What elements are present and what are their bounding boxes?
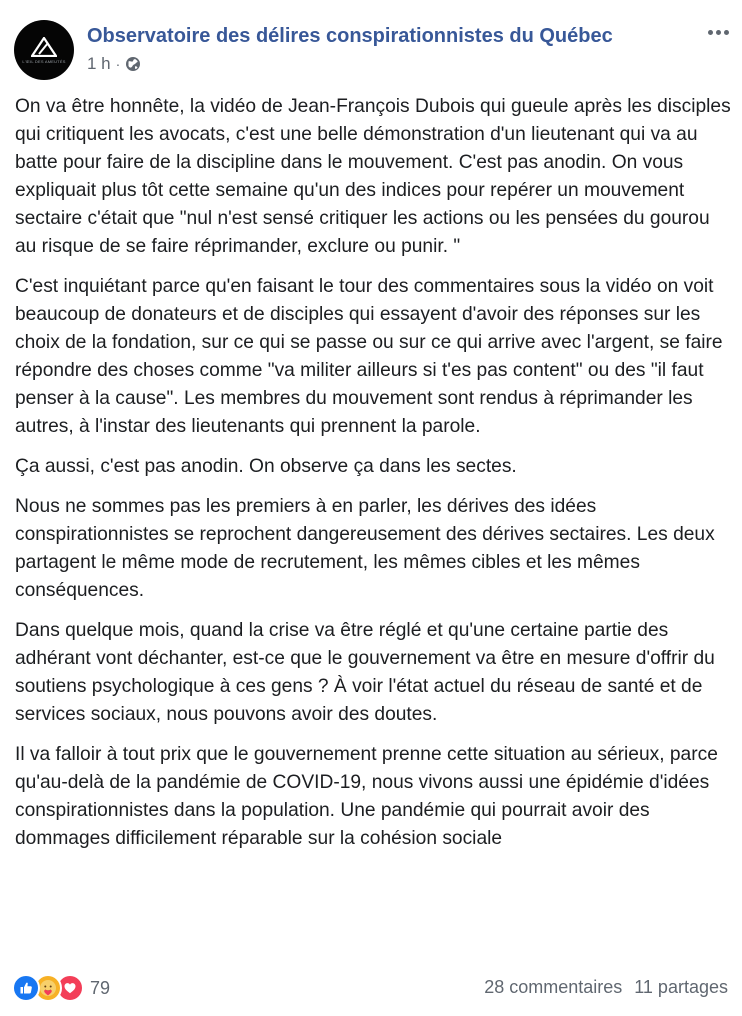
shares-link[interactable]: 11 partages xyxy=(634,977,728,997)
avatar-caption: L'ŒIL DES AMEUTÉS xyxy=(22,58,66,64)
more-dot xyxy=(724,30,729,35)
more-dot xyxy=(716,30,721,35)
comments-link[interactable]: 28 commentaires xyxy=(484,977,623,997)
like-icon xyxy=(12,974,40,1002)
page-avatar[interactable] xyxy=(14,20,74,80)
reaction-count: 79 xyxy=(90,977,111,998)
more-options-button[interactable] xyxy=(702,20,734,44)
post-paragraph: C'est inquiétant parce qu'en faisant le tour des commentaires sous la vidéo on voit beaucoup de donateurs et de disciples qui essayent d'avoir des réponses sur les choix de la fondation, sur ce qui se passe ou sur ce qui arrive avec l'argent, se faire répondre des choses comme "va militer ailleurs si t'es pas content" ou des "il faut penser à la cause". Les membres du mouvement sont rendus à réprimander les autres, à l'instar des lieutenants qui prennent la parole. xyxy=(15,276,723,437)
meta-separator: · xyxy=(115,56,121,72)
reactions-summary[interactable] xyxy=(12,974,110,1002)
more-dot xyxy=(708,30,713,35)
post-body xyxy=(15,93,735,865)
post-paragraph: Il va falloir à tout prix que le gouvernement prenne cette situation au sérieux, parce qu'au-delà de la pandémie de COVID-19, nous vivons aussi une épidémie d'idées conspirationnistes dans la population. Une pandémie qui pourrait avoir des dommages difficilement réparable sur la cohésion sociale xyxy=(15,744,718,849)
post-timestamp[interactable]: 1 h xyxy=(87,54,111,73)
post-paragraph: On va être honnête, la vidéo de Jean-François Dubois qui gueule après les disciples qui critiquent les avocats, c'est une belle démonstration d'un lieutenant qui va au batte pour faire de la discipline dans le mouvement. C'est pas anodin. On vous expliquait plus tôt cette semaine qu'un des indices pour repérer un mouvement sectaire c'était que "nul n'est sensé critiquer les actions ou les pensées du gourou au risque de se faire réprimander, exclure ou punir. " xyxy=(15,96,731,257)
post-meta xyxy=(87,54,141,74)
post-paragraph: Ça aussi, c'est pas anodin. On observe ça dans les sectes. xyxy=(15,456,517,477)
post-paragraph: Nous ne sommes pas les premiers à en parler, les dérives des idées conspirationnistes se reprochent dangereusement des dérives sectaires. Les deux partagent le même mode de recrutement, les mêmes cibles et les mêmes conséquences. xyxy=(15,496,715,601)
engagement-counts xyxy=(484,977,728,998)
page-name-link[interactable]: Observatoire des délires conspirationnistes du Québec xyxy=(87,25,613,47)
globe-icon[interactable] xyxy=(125,56,141,72)
post-paragraph: Dans quelque mois, quand la crise va être réglé et qu'une certaine partie des adhérant vont déchanter, est-ce que le gouvernement va être en mesure d'offrir du soutiens psychologique à ces gens ? À voir l'état actuel du réseau de santé et de services sociaux, nous pouvons avoir des doutes. xyxy=(15,620,715,725)
logo-icon xyxy=(31,37,57,57)
